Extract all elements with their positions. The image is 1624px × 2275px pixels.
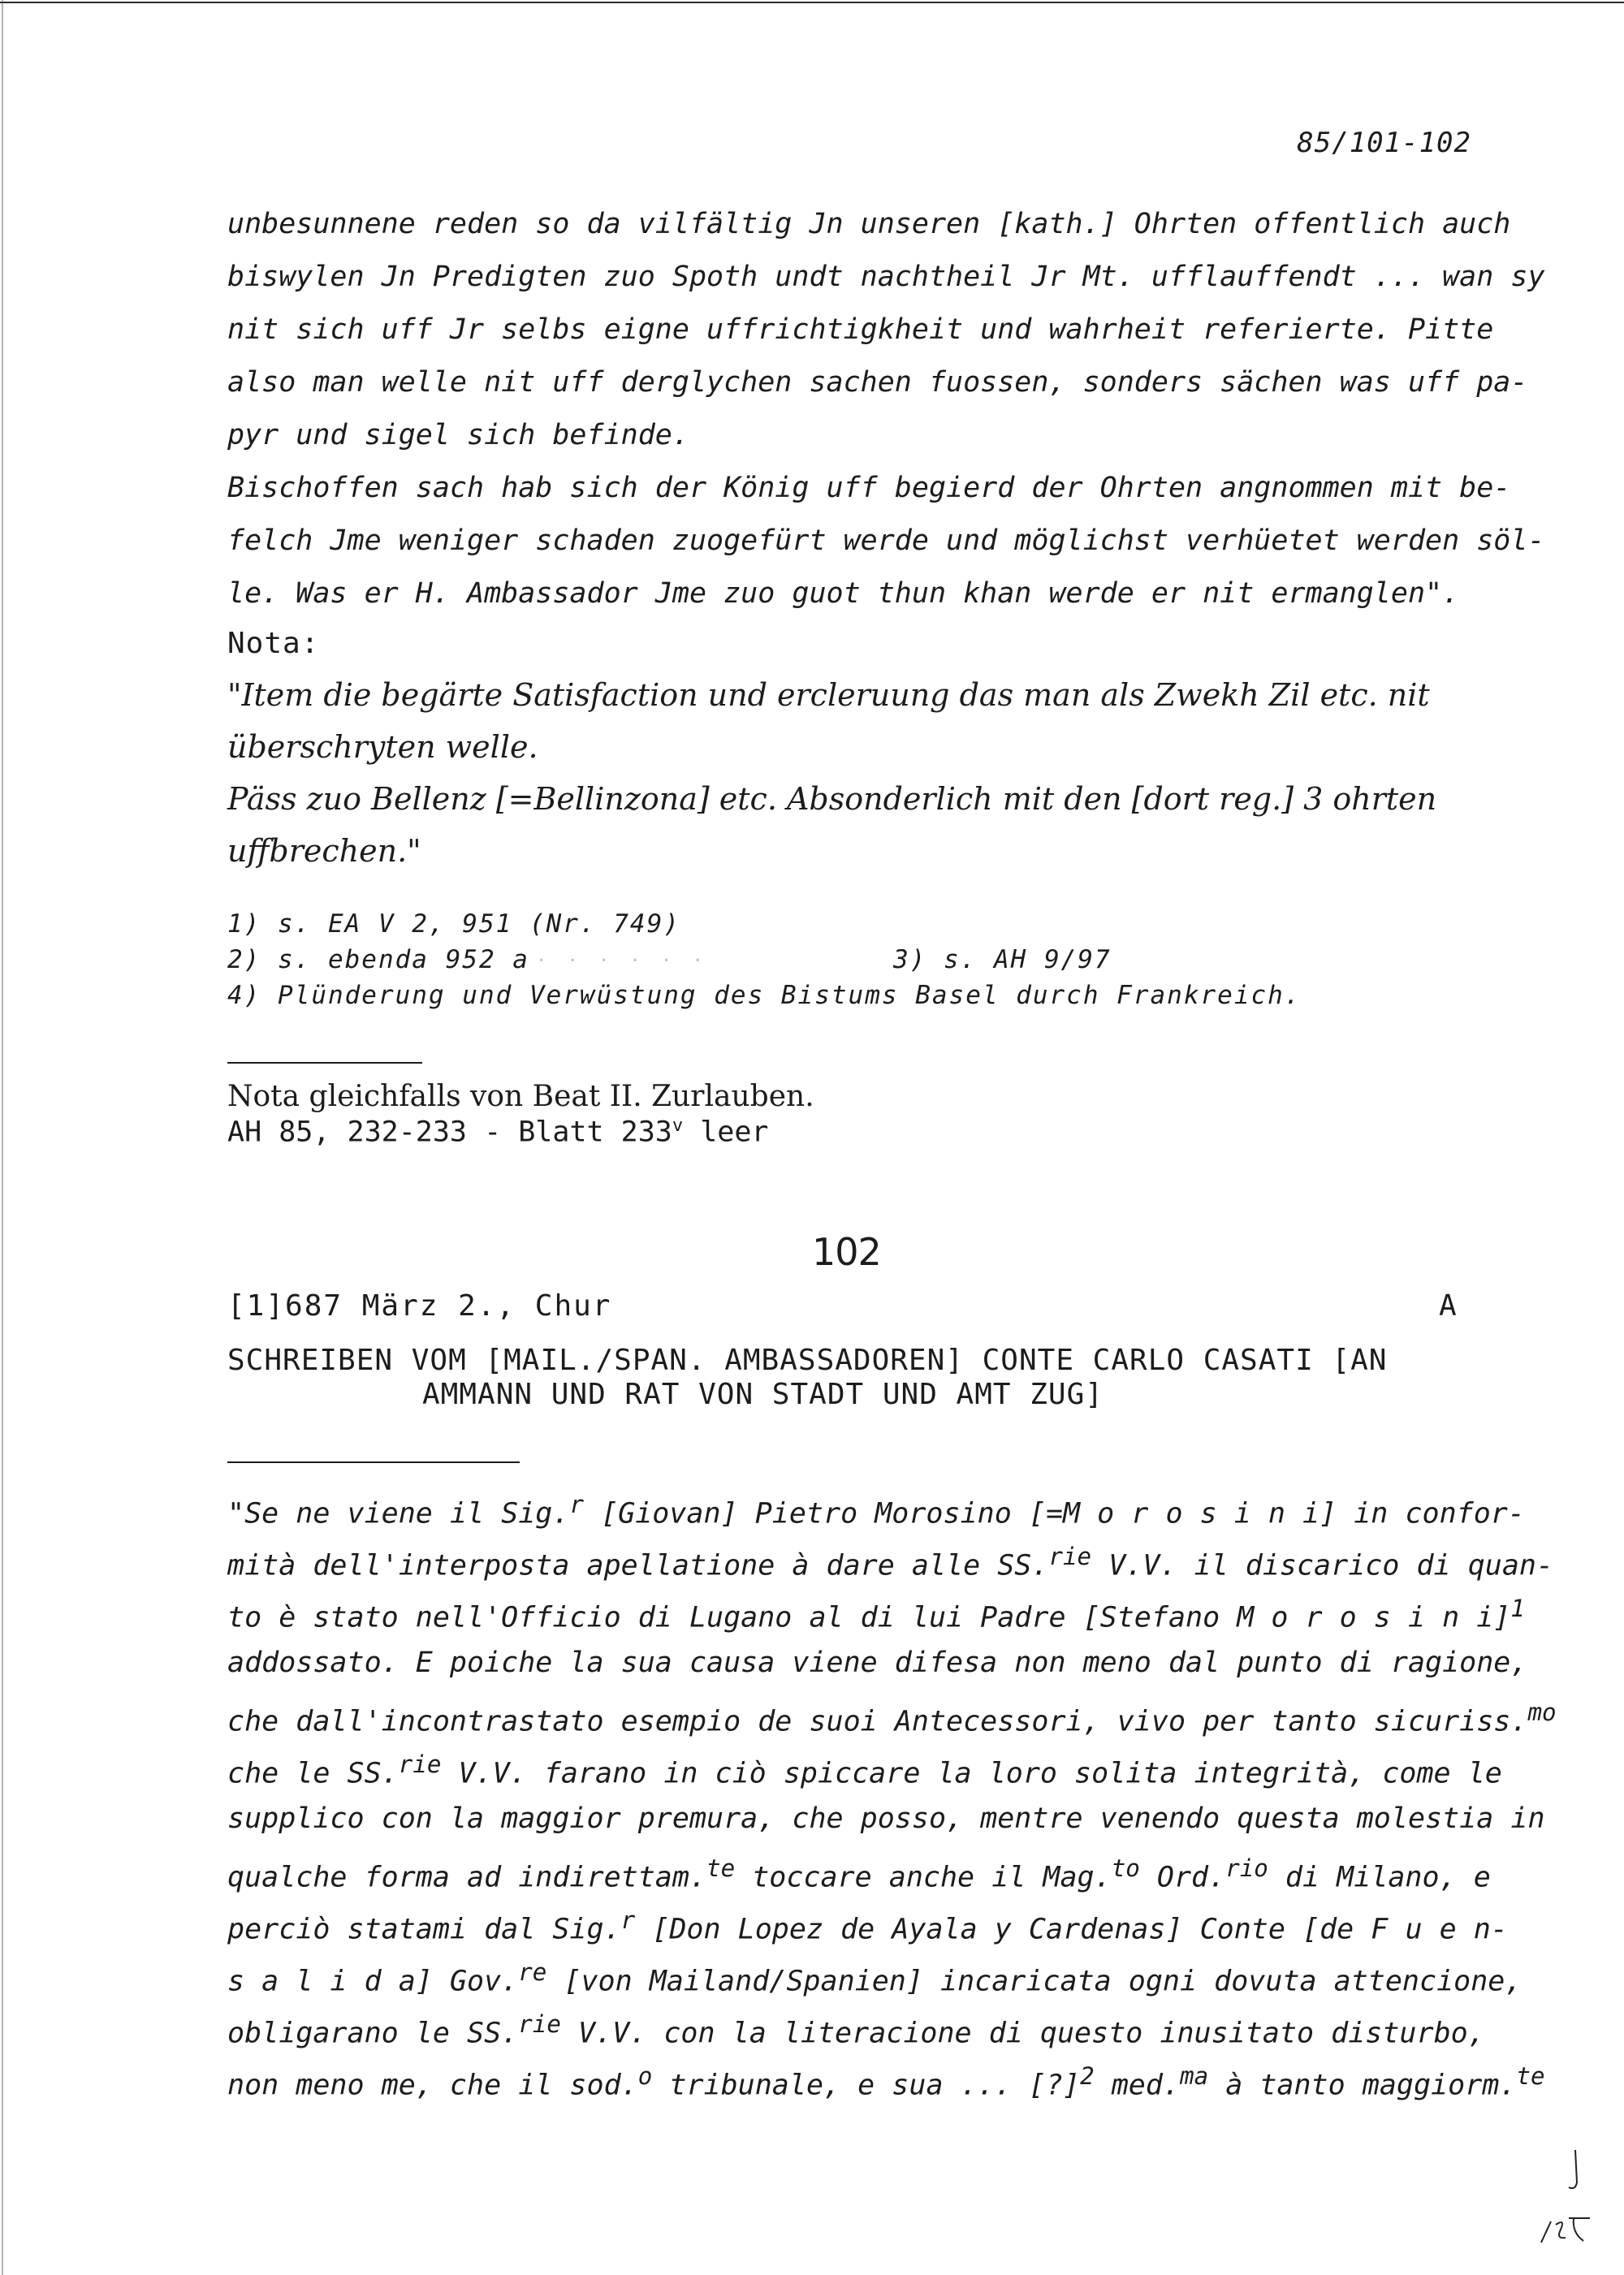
text-line: pyr und sigel sich befinde. bbox=[227, 419, 689, 451]
letter-line: qualche forma ad indirettam.$^{te}$ toccare anche il Mag.$^{to}$ Ord.$^{rio}$ di Milano, e bbox=[227, 1854, 1491, 1894]
source-note-line-2: AH 85, 232-233 - Blatt 233$^v$ leer bbox=[227, 1116, 769, 1149]
source-note bbox=[227, 1080, 1494, 1151]
footnote-1: 1) s. EA V 2, 951 (Nr. 749) bbox=[227, 909, 680, 939]
letter-line: "Se ne viene il Sig.$^r$ [Giovan] Pietro Morosino [=M o r o s i n i] in confor- bbox=[227, 1491, 1525, 1530]
page-reference: 85/101-102 bbox=[1297, 127, 1471, 159]
document-number: 102 bbox=[812, 1230, 881, 1274]
footnote-3: 3) s. AH 9/97 bbox=[893, 945, 1112, 974]
letter-line: perciò statami dal Sig.$^r$ [Don Lopez de Ayala y Cardenas] Conte [de F u e n- bbox=[227, 1906, 1508, 1946]
text-line: felch Jme weniger schaden zuogefürt werde und möglichst verhüetet werden söl- bbox=[227, 525, 1545, 557]
scan-smudge: . . . . . . bbox=[536, 946, 708, 966]
separator-rule bbox=[227, 1062, 422, 1064]
letter-line: s a l i d a] Gov.$^{re}$ [von Mailand/Spanien] incaricata ogni dovuta attencione, bbox=[227, 1958, 1522, 1998]
handwritten-folio-mark bbox=[1533, 2143, 1598, 2257]
source-note-line-1: Nota gleichfalls von Beat II. Zurlauben. bbox=[227, 1080, 814, 1113]
footnote-2: 2) s. ebenda 952 a bbox=[227, 945, 529, 974]
letter-line: non meno me, che il sod.$^o$ tribunale, e sua ... [?]$^2$ med.$^{ma}$ à tanto maggiorm.$^{te}$ bbox=[227, 2062, 1545, 2102]
text-line: biswylen Jn Predigten zuo Spoth undt nachtheil Jr Mt. ufflauffendt ... wan sy bbox=[227, 261, 1545, 293]
nota-label: Nota: bbox=[227, 627, 320, 660]
text-line: le. Was er H. Ambassador Jme zuo guot thun khan werde er nit ermanglen". bbox=[227, 577, 1460, 610]
previous-document-text bbox=[227, 208, 1545, 630]
letter-line: mità dell'interposta apellatione à dare alle SS.$^{rie}$ V.V. il discarico di quan- bbox=[227, 1543, 1554, 1582]
text-line: unbesunnene reden so da vilfältig Jn unseren [kath.] Ohrten offentlich auch bbox=[227, 208, 1511, 240]
letter-line: addossato. E poiche la sua causa viene difesa non meno dal punto di ragione, bbox=[227, 1647, 1528, 1679]
text-line: nit sich uff Jr selbs eigne uffrichtigkheit und wahrheit referierte. Pitte bbox=[227, 313, 1494, 346]
text-line: Bischoffen sach hab sich der König uff begierd der Ohrten angnommen mit be- bbox=[227, 472, 1511, 504]
footnotes bbox=[227, 909, 1494, 1017]
nota-line: Päss zuo Bellenz [=Bellinzona] etc. Absonderlich mit den [dort reg.] 3 ohrten bbox=[227, 781, 1437, 817]
nota-line: uffbrechen." bbox=[227, 833, 421, 869]
nota-line: "Item die begärte Satisfaction und ercleruung das man als Zwekh Zil etc. nit bbox=[227, 677, 1430, 713]
letter-line: to è stato nell'Officio di Lugano al di lui Padre [Stefano M o r o s i n i]$^1$ bbox=[227, 1595, 1525, 1634]
scan-edge-top bbox=[0, 2, 1624, 3]
footnote-4: 4) Plünderung und Verwüstung des Bistums Basel durch Frankreich. bbox=[227, 981, 1302, 1010]
document-title-line-1: SCHREIBEN VOM [MAIL./SPAN. AMBASSADOREN] CONTE CARLO CASATI [AN bbox=[227, 1344, 1388, 1377]
nota-section bbox=[227, 627, 1494, 885]
document-title-line-2: AMMANN UND RAT VON STADT UND AMT ZUG] bbox=[422, 1378, 1104, 1411]
nota-line: überschryten welle. bbox=[227, 729, 538, 765]
scan-edge-left bbox=[2, 0, 3, 2275]
letter-line: supplico con la maggior premura, che posso, mentre venendo questa molestia in bbox=[227, 1802, 1545, 1835]
text-line: also man welle nit uff derglychen sachen fuossen, sonders sächen was uff pa- bbox=[227, 366, 1528, 399]
letter-text bbox=[227, 1491, 1557, 2114]
document-type: A bbox=[1439, 1289, 1457, 1323]
separator-rule bbox=[227, 1461, 520, 1463]
letter-line: che le SS.$^{rie}$ V.V. farano in ciò spiccare la loro solita integrità, come le bbox=[227, 1750, 1502, 1790]
letter-line: che dall'incontrastato esempio de suoi Antecessori, vivo per tanto sicuriss.$^{mo}$ bbox=[227, 1699, 1557, 1738]
letter-line: obligarano le SS.$^{rie}$ V.V. con la literacione di questo inusitato disturbo, bbox=[227, 2010, 1485, 2050]
footnote-2-3-line bbox=[227, 945, 1494, 981]
document-date: [1]687 März 2., Chur bbox=[227, 1289, 612, 1323]
